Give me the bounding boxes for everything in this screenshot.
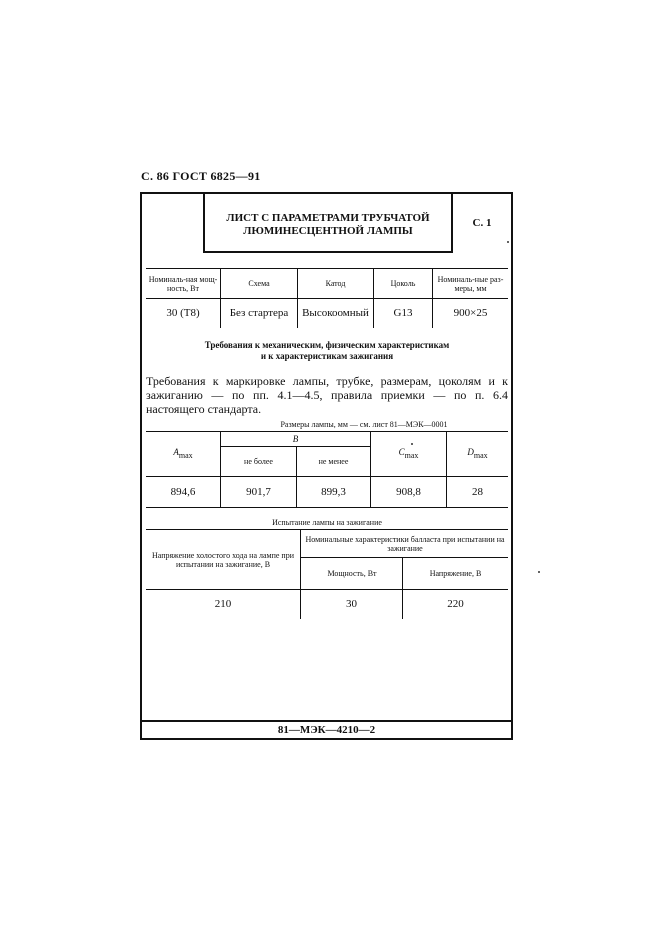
dimension-c-symbol: C [398,447,405,458]
dimension-b-header [221,432,370,446]
ignition-ballast-voltage-value: 220 [447,598,464,610]
dimension-a-header [146,432,220,476]
ignition-header-rule [146,589,508,590]
lamp-header-cathode: Катод [325,279,346,288]
dimensions-header-rule [146,476,508,477]
page-header: С. 86 ГОСТ 6825—91 [141,169,261,183]
dimension-a-symbol: A [173,447,179,458]
dimension-c-value: 908,8 [396,486,421,498]
scan-speck [507,241,509,243]
ignition-power-value: 30 [346,598,357,610]
requirements-heading-line2: и к характеристикам зажигания [260,351,394,361]
dimensions-caption: Размеры лампы, мм — см. лист 81—МЭК—0001 [280,419,448,429]
ignition-voltage-value: 210 [214,598,232,610]
ignition-voltage-header: Напряжение холостого хода на лампе при испытании на зажигание, В [152,550,294,569]
requirements-heading [146,340,508,362]
lamp-value-scheme: Без стартера [229,307,289,319]
sheet-title-line1: ЛИСТ С ПАРАМЕТРАМИ ТРУБЧАТОЙ [226,212,430,224]
sheet-page-number: С. 1 [472,217,492,229]
scan-speck [411,443,413,445]
dimension-b-max-value: 901,7 [246,486,271,498]
lamp-value-cathode: Высокоомный [302,307,369,319]
lamp-value-base: G13 [393,307,413,319]
ignition-ballast-header: Номинальные характеристики балласта при испытании на зажигание [305,534,505,553]
lamp-value-power: 30 (Т8) [166,307,200,319]
sheet-title-line2: ЛЮМИНЕСЦЕНТНОЙ ЛАМПЫ [243,225,413,237]
lamp-header-scheme: Схема [248,279,270,288]
sheet-title [203,212,453,238]
dimension-d-value: 28 [472,486,483,498]
lamp-value-dimensions: 900×25 [453,307,488,319]
dimensions-bottom-rule [146,507,508,508]
dimension-a-value: 894,6 [170,486,196,498]
dimension-b-min-header: не менее [318,457,349,466]
dimension-c-header [371,432,446,476]
ignition-ballast-voltage-header: Напряжение, В [429,569,482,578]
dimension-a-sub: max [178,450,193,460]
lamp-table-header-rule [146,298,508,299]
dimension-d-symbol: D [467,447,474,458]
lamp-header-dimensions: Номиналь-ные раз-меры, мм [437,274,504,293]
sheet-footer: 81—МЭК—4210—2 [277,724,376,736]
dimension-d-sub: max [473,450,488,460]
ignition-power-header: Мощность, Вт [327,569,377,578]
dimension-d-header [447,432,508,476]
dimension-c-sub: max [404,450,419,460]
dimension-b-max-header: не более [244,457,273,466]
lamp-header-base: Цоколь [390,279,416,288]
ignition-caption: Испытание лампы на зажигание [272,517,382,527]
dimension-b-symbol: B [292,433,299,444]
footer-rule [140,720,513,722]
scan-speck [538,571,540,573]
requirements-paragraph: Требования к маркировке лампы, трубке, размерам, цоколям и к зажиганию — по пп. 4.1—4.5, правила приемки — по п. 6.4 настоящего стандарта. [146,374,508,416]
requirements-heading-line1: Требования к механическим, физическим характеристикам [204,340,450,350]
dimension-b-min-value: 899,3 [321,486,346,498]
lamp-header-power: Номиналь-ная мощ-ность, Вт [148,274,218,293]
